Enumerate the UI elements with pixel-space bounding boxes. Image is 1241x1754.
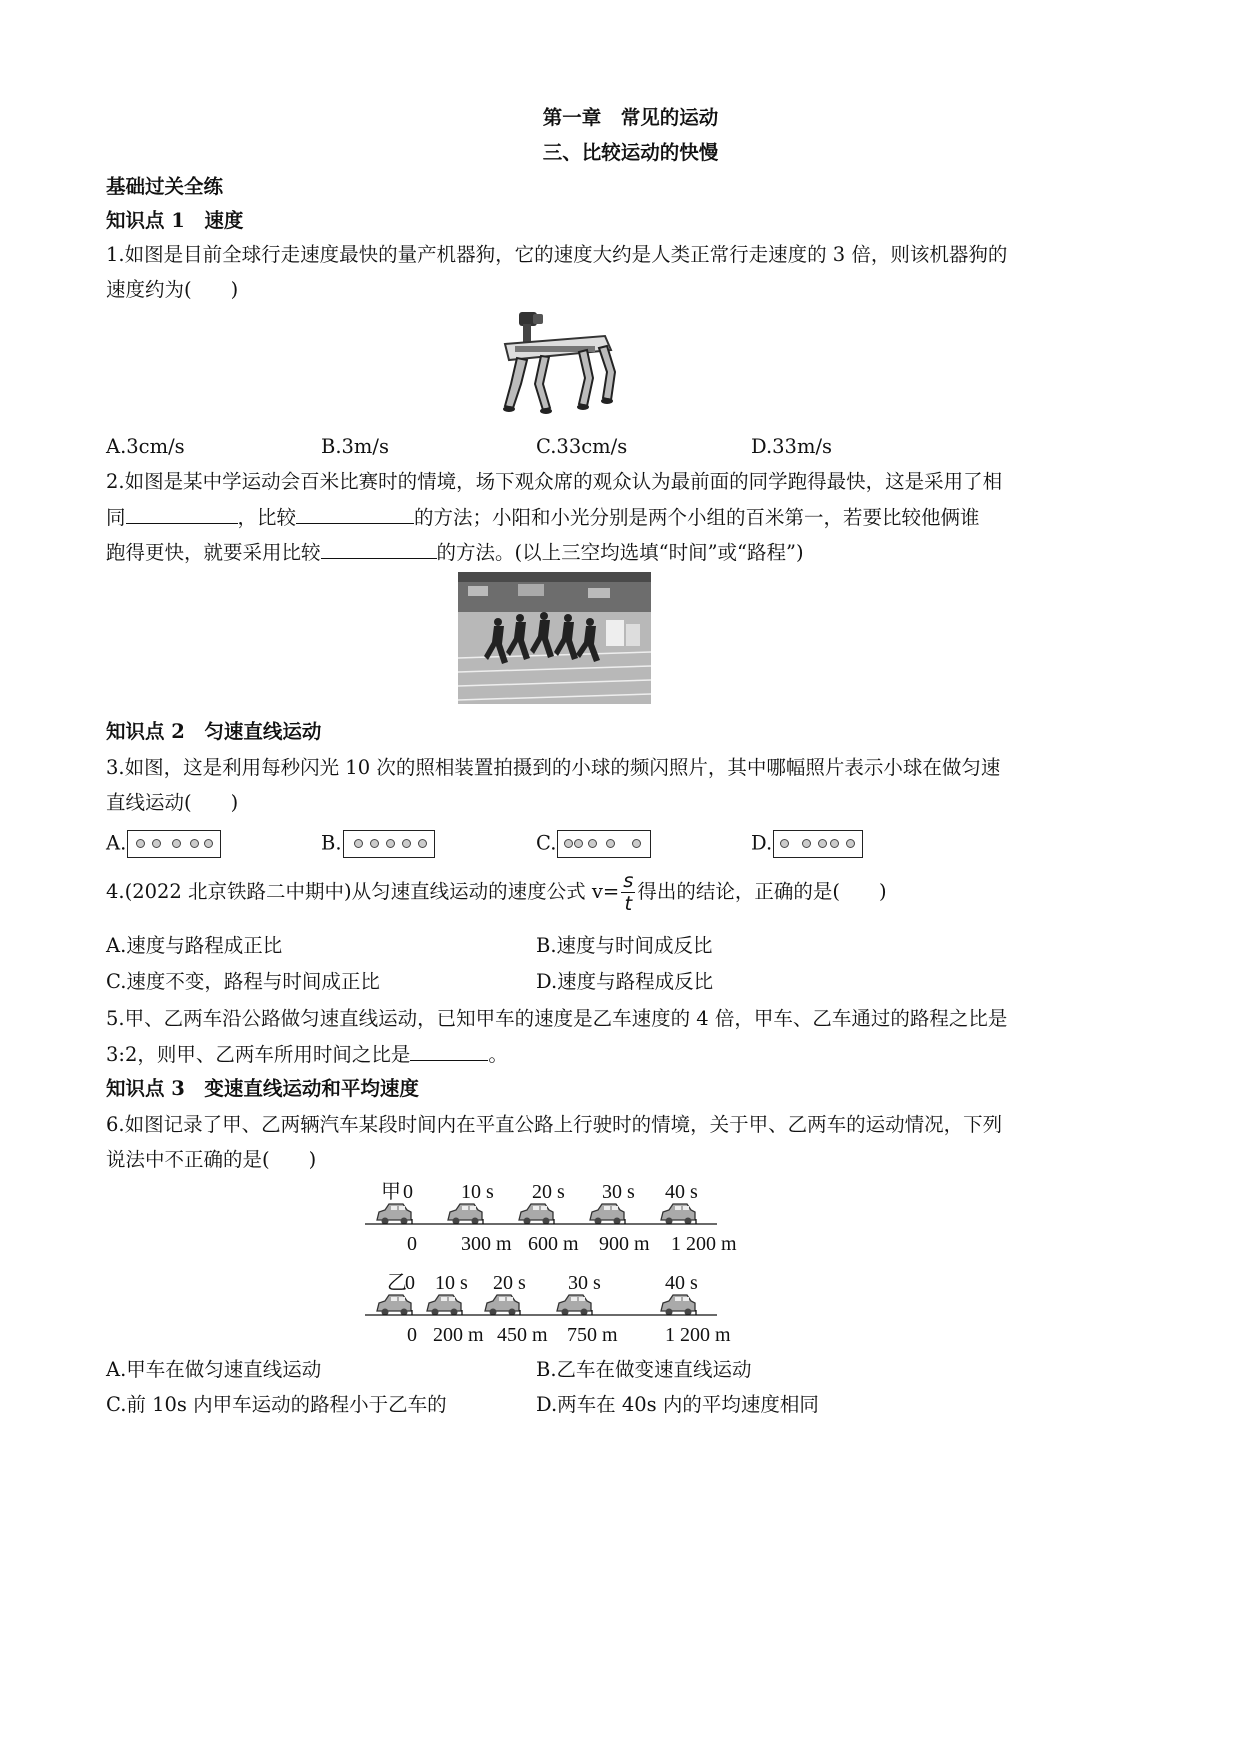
ball [846,839,855,848]
practice-heading: 基础过关全练 [106,175,224,198]
ball [370,839,379,848]
ball [172,839,181,848]
yi-label: 乙 [387,1272,407,1294]
ball [402,839,411,848]
q1-option-b: B.3m/s [321,435,390,458]
jia-dist-300: 300 m [461,1233,512,1255]
jia-time-40: 40 s [665,1181,698,1203]
q3-option-c [536,830,651,858]
yi-time-40: 40 s [665,1272,698,1294]
q3-option-d-label: D. [751,831,773,855]
q5-text-line2 [106,1042,508,1067]
ball [606,839,615,848]
ball [818,839,827,848]
q3-text-line1: 3.如图，这是利用每秒闪光 10 次的照相装置拍摄到的小球的频闪照片，其中哪幅照片表示小球在做匀速 [106,756,1001,779]
q3-option-a-label: A. [106,831,127,855]
q4-option-d: D.速度与路程成反比 [536,970,714,993]
yi-dist-200: 200 m [433,1324,484,1346]
q4-pre: 4.(2022 北京铁路二中期中)从匀速直线运动的速度公式 v= [106,880,620,903]
knowledge-point-1: 知识点 1 速度 [106,209,244,232]
yi-time-0: 0 [405,1272,415,1294]
q4-option-c: C.速度不变，路程与时间成正比 [106,970,380,993]
q5-text-line1: 5.甲、乙两车沿公路做匀速直线运动，已知甲车的速度是乙车速度的 4 倍，甲车、乙车通过的路程之比是 [106,1007,1008,1030]
q2-blank-2[interactable] [296,505,414,524]
q1-text-line1: 1.如图是目前全球行走速度最快的量产机器狗，它的速度大约是人类正常行走速度的 3 倍，则该机器狗的 [106,243,1008,266]
q2-text-line1: 2.如图是某中学运动会百米比赛时的情境，场下观众席的观众认为最前面的同学跑得最快，这是采用了相 [106,470,1003,493]
velocity-formula-fraction [621,870,635,915]
section-title: 三、比较运动的快慢 [542,141,719,164]
jia-dist-600: 600 m [528,1233,579,1255]
car-motion-diagram [365,1175,750,1347]
q6-text-line2: 说法中不正确的是( ) [106,1148,317,1171]
yi-dist-450: 450 m [497,1324,548,1346]
q4-text [106,870,887,915]
q6-text-line1: 6.如图记录了甲、乙两辆汽车某段时间内在平直公路上行驶时的情境，关于甲、乙两车的运动情况，下列 [106,1113,1003,1136]
chapter-title: 第一章 常见的运动 [542,106,719,129]
ball [632,839,641,848]
ball [386,839,395,848]
q4-post: 得出的结论，正确的是( ) [637,880,887,903]
q3-option-d [751,830,863,858]
q3-text-line2: 直线运动( ) [106,791,239,814]
q2-line3-b: 的方法。(以上三空均选填“时间”或“路程”) [436,541,804,564]
q2-line2-b: ，比较 [237,506,297,529]
q6-option-d: D.两车在 40s 内的平均速度相同 [536,1393,819,1416]
q2-text-line3 [106,540,804,565]
yi-car [661,1295,695,1316]
jia-car [590,1204,624,1225]
jia-car [377,1204,411,1225]
q2-line2-c: 的方法；小阳和小光分别是两个小组的百米第一，若要比较他俩谁 [414,506,980,529]
flash-photo-a [127,830,221,858]
race-photo [458,572,651,704]
jia-time-0: 0 [403,1181,413,1203]
q1-option-d: D.33m/s [751,435,833,458]
q6-option-b: B.乙车在做变速直线运动 [536,1358,752,1381]
formula-denominator: t [624,892,633,915]
q3-option-b-label: B. [321,831,342,855]
ball [830,839,839,848]
jia-car [519,1204,553,1225]
q5-blank[interactable] [410,1042,488,1061]
jia-time-10: 10 s [461,1181,494,1203]
q2-line3-a: 跑得更快，就要采用比较 [106,541,321,564]
robot-dog-image [495,310,630,420]
q1-option-c: C.33cm/s [536,435,628,458]
yi-dist-750: 750 m [567,1324,618,1346]
ball [152,839,161,848]
flash-photo-d [773,830,863,858]
jia-label: 甲 [381,1181,401,1203]
yi-dist-1200: 1 200 m [665,1324,731,1346]
jia-car [661,1204,695,1225]
formula-numerator: s [623,869,634,892]
q1-option-a: A.3cm/s [106,435,185,458]
q1-text-line2: 速度约为( ) [106,278,239,301]
ball [802,839,811,848]
q2-line2-a: 同 [106,506,126,529]
q3-option-c-label: C. [536,831,557,855]
jia-dist-900: 900 m [599,1233,650,1255]
yi-car [485,1295,519,1316]
yi-dist-0: 0 [407,1324,417,1346]
ball [418,839,427,848]
jia-time-30: 30 s [602,1181,635,1203]
yi-time-20: 20 s [493,1272,526,1294]
q4-option-a: A.速度与路程成正比 [106,934,283,957]
jia-dist-0: 0 [407,1233,417,1255]
ball [780,839,789,848]
q4-option-b: B.速度与时间成反比 [536,934,713,957]
q2-blank-3[interactable] [321,540,437,559]
q2-text-line2 [106,505,980,530]
flash-photo-c [557,830,651,858]
jia-time-20: 20 s [532,1181,565,1203]
ball [564,839,573,848]
yi-car [557,1295,591,1316]
q3-option-b [321,830,435,858]
ball [588,839,597,848]
q5-line2-b: 。 [488,1043,508,1066]
q6-option-c: C.前 10s 内甲车运动的路程小于乙车的 [106,1393,447,1416]
jia-dist-1200: 1 200 m [671,1233,737,1255]
knowledge-point-3: 知识点 3 变速直线运动和平均速度 [106,1077,419,1100]
ball [190,839,199,848]
yi-car [427,1295,461,1316]
yi-time-30: 30 s [568,1272,601,1294]
knowledge-point-2: 知识点 2 匀速直线运动 [106,720,322,743]
ball [204,839,213,848]
ball [574,839,583,848]
yi-car [377,1295,411,1316]
q5-line2-a: 3:2，则甲、乙两车所用时间之比是 [106,1043,411,1066]
yi-time-10: 10 s [435,1272,468,1294]
jia-car [448,1204,482,1225]
q3-option-a [106,830,221,858]
q2-blank-1[interactable] [126,505,238,524]
q6-option-a: A.甲车在做匀速直线运动 [106,1358,322,1381]
flash-photo-b [343,830,435,858]
ball [136,839,145,848]
ball [354,839,363,848]
